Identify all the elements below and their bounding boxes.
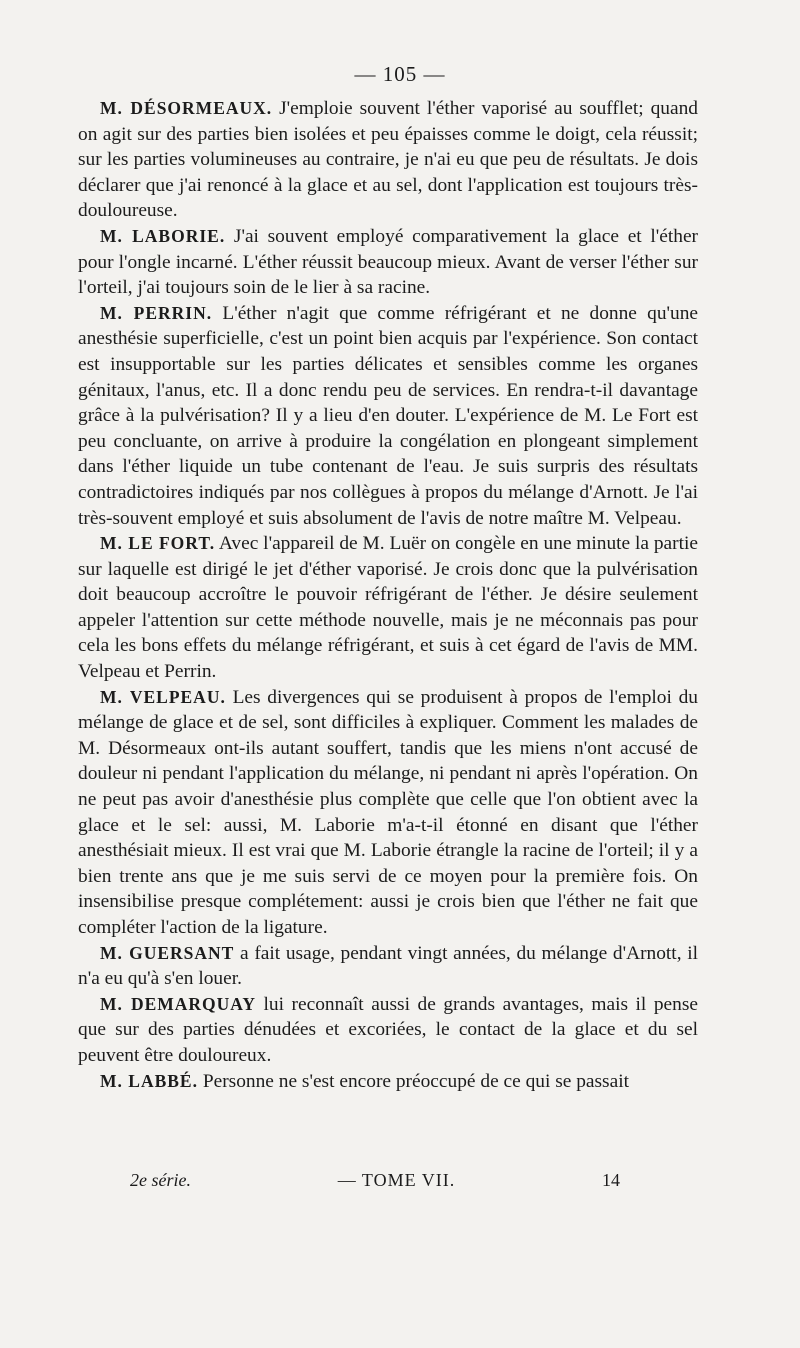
body-text bbox=[78, 96, 698, 1094]
page-number-header: — 105 — bbox=[354, 62, 446, 86]
speaker-name: M. DEMARQUAY bbox=[100, 993, 256, 1014]
footer-signature-mark: 14 bbox=[602, 1170, 620, 1190]
paragraph-labbe bbox=[78, 1069, 698, 1095]
page-footer bbox=[130, 1170, 620, 1191]
paragraph-laborie bbox=[78, 224, 698, 301]
speaker-name: M. PERRIN. bbox=[100, 302, 213, 323]
paragraph-text: lui reconnaît aussi de grands avantages, mais il pense que sur des parties dénudées et excoriées, le contact de la glace et du sel peuvent être douloureux. bbox=[78, 993, 698, 1066]
paragraph-text: Personne ne s'est encore préoccupé de ce qui se passait bbox=[197, 1070, 629, 1092]
speaker-name: M. LABORIE. bbox=[100, 225, 226, 246]
paragraph-guersant bbox=[78, 941, 698, 992]
paragraph-le-fort bbox=[78, 531, 698, 685]
paragraph-text: J'ai souvent employé comparativement la glace et l'éther pour l'ongle incarné. L'éther réussit beaucoup mieux. Avant de verser l'éther sur l'orteil, j'ai toujours soin de le lier à sa racine. bbox=[78, 225, 699, 299]
paragraph-text: Avec l'appareil de M. Luër on congèle en une minute la partie sur laquelle est dirigé le jet d'éther vaporisé. Je crois donc que la pulvérisation doit beaucoup accroître le pouvoir réfrigérant de l'éther. Je désire seulement appeler l'attention sur cette méthode nouvelle, mais je ne méconnais pas pour cela les bons effets du mélange réfrigérant, et suis à cet égard de l'avis de MM. Velpeau et Perrin. bbox=[78, 533, 698, 683]
speaker-name: M. LABBÉ. bbox=[100, 1070, 198, 1091]
paragraph-text: a fait usage, pendant vingt années, du mélange d'Arnott, il n'a eu qu'à s'en louer. bbox=[78, 942, 698, 990]
speaker-name: M. VELPEAU. bbox=[100, 686, 226, 707]
footer-series: 2e série. bbox=[130, 1170, 191, 1190]
speaker-name: M. DÉSORMEAUX. bbox=[100, 98, 273, 118]
paragraph-demarquay bbox=[78, 992, 698, 1069]
paragraph-text: Les divergences qui se produisent à propos de l'emploi du mélange de glace et de sel, sont difficiles à expliquer. Comment les malades de M. Désormeaux ont-ils autant souffert, tandis que les miens n'ont accusé de douleur ni pendant l'application du mélange, ni pendant ni après l'opération. On ne peut pas avoir d'anesthésie plus complète que celle que l'on obtient avec la glace et le sel: aussi, M. Laborie m'a-t-il étonné en disant que l'éther anesthésiait mieux. Il est vrai que M. Laborie étrangle la racine de l'orteil; il y a bien trente ans que je me suis servi de ce moyen pour la première fois. On insensibilise presque complétement: aussi je crois bien que l'éther ne fait que compléter l'action de la ligature. bbox=[78, 686, 698, 938]
paragraph-velpeau bbox=[78, 685, 698, 941]
paragraph-text: L'éther n'agit que comme réfrigérant et ne donne qu'une anesthésie superficielle, c'est un point bien acquis par l'expérience. Son contact est insupportable sur les parties délicates et sensibles comme les organes génitaux, l'anus, etc. Il a donc rendu peu de services. En rendra-t-il davantage grâce à la pulvérisation? Il y a lieu d'en douter. L'expérience de M. Le Fort est peu concluante, on arrive à produire la congélation en plongeant simplement dans l'éther liquide un tube contenant de l'eau. Je suis surpris des résultats contradictoires indiqués par nos collègues à propos du mélange d'Arnott. Je l'ai très-souvent employé et suis absolument de l'avis de notre maître M. Velpeau. bbox=[78, 302, 699, 529]
speaker-name: M. LE FORT. bbox=[100, 533, 216, 554]
speaker-name: M. GUERSANT bbox=[100, 942, 235, 963]
paragraph-desormeaux bbox=[78, 96, 698, 224]
footer-tome: — TOME VII. bbox=[337, 1170, 456, 1190]
paragraph-text: J'emploie souvent l'éther vaporisé au soufflet; quand on agit sur des parties bien isolées et peu épaisses comme le doigt, cela réussit; sur les parties volumineuses au contraire, je n'ai eu que peu de résultats. Je dois déclarer que j'ai renoncé à la glace et au sel, dont l'application est toujours très-douloureuse. bbox=[78, 98, 698, 222]
paragraph-perrin bbox=[78, 301, 698, 531]
